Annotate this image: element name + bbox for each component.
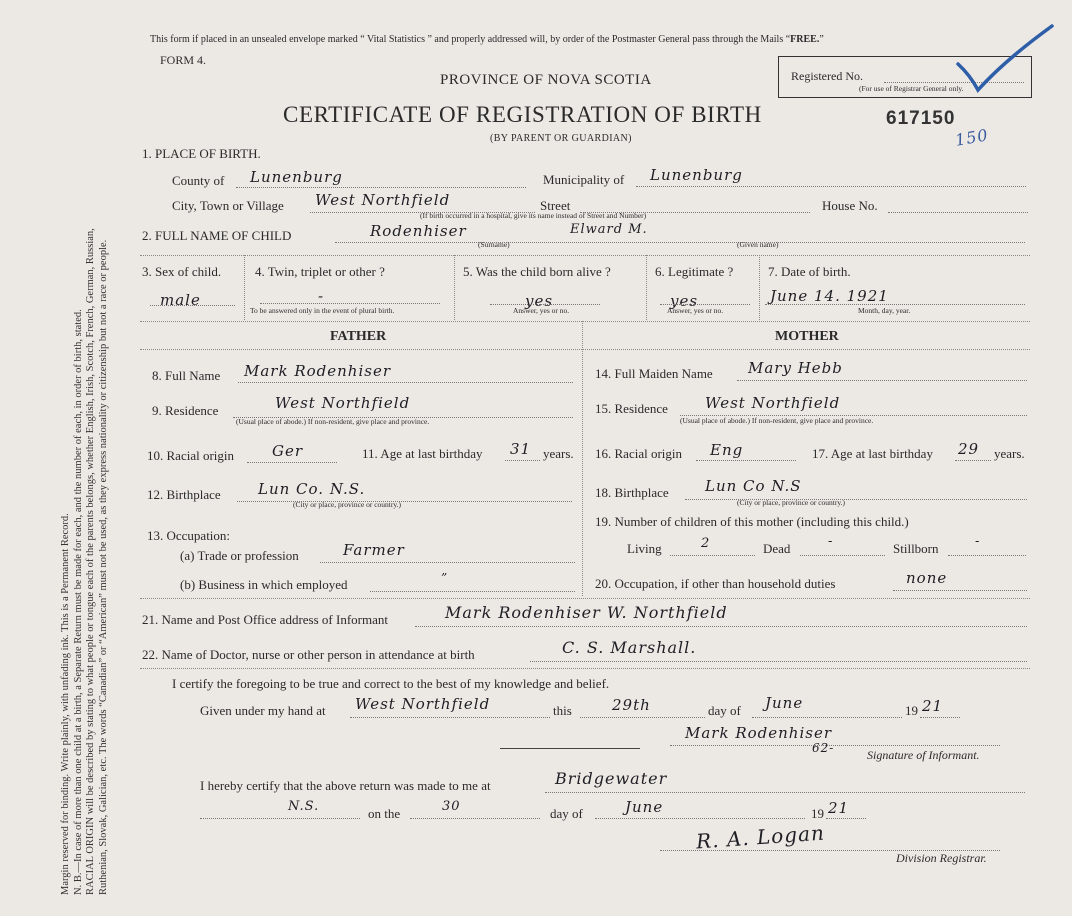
given-day-of-label: day of <box>708 703 741 718</box>
date-note: Month, day, year. <box>858 306 911 315</box>
doctor-label: 22. Name of Doctor, nurse or other person in attendance at birth <box>142 647 475 662</box>
registrar-day-value: 30 <box>442 799 461 814</box>
mother-racial-value: Eng <box>710 441 744 459</box>
form-number: FORM 4. <box>160 53 207 67</box>
legitimate-label: 6. Legitimate ? <box>655 264 734 279</box>
legitimate-note: Answer, yes or no. <box>667 306 724 315</box>
street-label: Street <box>540 198 571 213</box>
father-business-label: (b) Business in which employed <box>180 577 348 592</box>
father-business-value: ” <box>441 571 449 585</box>
father-birthplace-label: 12. Birthplace <box>147 487 221 502</box>
mother-racial-label: 16. Racial origin <box>595 446 683 461</box>
living-label: Living <box>627 541 662 556</box>
informant-signature-label: Signature of Informant. <box>867 748 980 762</box>
mother-age-value: 29 <box>958 440 980 458</box>
mother-name-value: Mary Hebb <box>748 359 843 377</box>
postal-note: This form if placed in an unsealed envelope marked “ Vital Statistics ” and properly addressed will, by order of the Postmaster General pass through the Mails “FREE.” <box>150 34 824 45</box>
twin-value: - <box>318 287 325 305</box>
given-name-note: (Given name) <box>737 240 779 249</box>
mother-birthplace-note: (City or place, province or country.) <box>737 498 846 507</box>
municipality-value: Lunenburg <box>650 166 743 184</box>
registrar-signature: R. A. Logan <box>695 820 826 854</box>
page-subtitle: (BY PARENT OR GUARDIAN) <box>490 133 632 144</box>
mother-residence-value: West Northfield <box>705 394 841 412</box>
father-heading: FATHER <box>330 329 387 344</box>
father-residence-value: West Northfield <box>275 394 411 412</box>
father-age-value: 31 <box>510 440 532 458</box>
given-year-prefix: 19 <box>905 703 918 718</box>
child-name-label: 2. FULL NAME OF CHILD <box>142 228 292 243</box>
mother-birthplace-value: Lun Co N.S <box>705 477 802 495</box>
mother-years-label: years. <box>994 446 1025 461</box>
county-label: County of <box>172 173 225 188</box>
doctor-value: C. S. Marshall. <box>562 638 697 657</box>
living-value: 2 <box>701 536 711 551</box>
twin-note: To be answered only in the event of plural birth. <box>250 306 395 315</box>
given-under-label: Given under my hand at <box>200 703 326 718</box>
place-of-birth-heading: 1. PLACE OF BIRTH. <box>142 146 261 161</box>
county-value: Lunenburg <box>250 168 343 186</box>
city-value: West Northfield <box>315 191 451 209</box>
registrar-annotation: 150 <box>953 125 990 150</box>
margin-note-4: Ruthenian, Slovak, Galician, etc. The words “Canadian” or “American” must not be used, as they express nationality or citizenship but not a race or people. <box>97 239 109 895</box>
father-years-label: years. <box>543 446 574 461</box>
stillborn-value: - <box>975 534 981 549</box>
mother-birthplace-label: 18. Birthplace <box>595 485 669 500</box>
margin-note-1: Margin reserved for binding. Write plainly, with unfading ink. This is a Permanent Record. <box>60 513 71 895</box>
hospital-note: (If birth occurred in a hospital, give its name instead of Street and Number) <box>420 211 647 220</box>
child-given-value: Elward M. <box>570 222 648 237</box>
registrar-year-prefix: 19 <box>811 806 824 821</box>
father-name-value: Mark Rodenhiser <box>244 362 391 380</box>
this-label: this <box>553 703 572 718</box>
registrar-province-value: N.S. <box>288 799 320 814</box>
house-label: House No. <box>822 198 878 213</box>
stillborn-label: Stillborn <box>893 541 939 556</box>
mother-residence-label: 15. Residence <box>595 401 668 416</box>
province-heading: PROVINCE OF NOVA SCOTIA <box>440 72 652 88</box>
given-year-value: 21 <box>922 697 944 715</box>
page-title: CERTIFICATE OF REGISTRATION OF BIRTH <box>283 102 762 127</box>
alive-label: 5. Was the child born alive ? <box>463 264 611 279</box>
alive-value: yes <box>525 292 554 310</box>
margin-note-3: RACIAL ORIGIN will be described by stating to what people or tongue each of the parents belongs, whether English, Irish, Scotch, French, German, Russian, <box>85 228 96 895</box>
on-the-label: on the <box>368 806 401 821</box>
registrar-certify-text: I hereby certify that the above return was made to me at <box>200 778 491 793</box>
mother-heading: MOTHER <box>775 329 839 344</box>
mother-age-label: 17. Age at last birthday <box>812 446 933 461</box>
given-day-value: 29th <box>612 696 651 714</box>
certify-text: I certify the foregoing to be true and correct to the best of my knowledge and belief. <box>172 676 610 691</box>
check-mark-icon <box>950 20 1060 110</box>
registered-note: (For use of Registrar General only. <box>859 84 964 93</box>
legitimate-value: yes <box>670 292 699 310</box>
mother-occupation-value: none <box>906 569 948 587</box>
registrar-signature-label: Division Registrar. <box>896 851 987 865</box>
father-trade-value: Farmer <box>343 541 405 559</box>
mother-occupation-label: 20. Occupation, if other than household duties <box>595 576 836 591</box>
given-place-value: West Northfield <box>355 695 491 713</box>
dead-label: Dead <box>763 541 791 556</box>
mother-children-label: 19. Number of children of this mother (including this child.) <box>595 514 909 529</box>
margin-note-2: N. B.—In case of more than one child at a birth, a Separate Return must be made for each, and the number of each, in order of birth, stated. <box>72 309 84 895</box>
father-age-label: 11. Age at last birthday <box>362 446 483 461</box>
informant-signature-extra: 62- <box>812 741 835 755</box>
registrar-day-of-label: day of <box>550 806 583 821</box>
informant-signature: Mark Rodenhiser <box>685 724 832 742</box>
father-residence-label: 9. Residence <box>152 403 219 418</box>
father-racial-label: 10. Racial origin <box>147 448 235 463</box>
child-surname-value: Rodenhiser <box>370 222 467 240</box>
father-trade-label: (a) Trade or profession <box>180 548 299 563</box>
surname-note: (Surname) <box>478 240 510 249</box>
registered-label: Registered No. <box>791 69 863 83</box>
father-racial-value: Ger <box>272 442 304 460</box>
registrar-place-value: Bridgewater <box>555 769 668 788</box>
date-of-birth-label: 7. Date of birth. <box>768 264 851 279</box>
father-occupation-label: 13. Occupation: <box>147 528 231 543</box>
father-name-label: 8. Full Name <box>152 368 221 383</box>
mother-name-label: 14. Full Maiden Name <box>595 366 713 381</box>
margin-notes <box>60 25 130 895</box>
father-birthplace-note: (City or place, province or country.) <box>293 500 402 509</box>
registrar-month-value: June <box>625 798 664 816</box>
date-of-birth-value: June 14. 1921 <box>770 287 889 305</box>
father-residence-note: (Usual place of abode.) If non-resident, give place and province. <box>236 417 430 426</box>
given-month-value: June <box>765 694 804 712</box>
registrar-year-value: 21 <box>828 799 850 817</box>
informant-label: 21. Name and Post Office address of Informant <box>142 612 388 627</box>
alive-note: Answer, yes or no. <box>513 306 570 315</box>
father-birthplace-value: Lun Co. N.S. <box>258 480 366 498</box>
sex-label: 3. Sex of child. <box>142 264 222 279</box>
mother-residence-note: (Usual place of abode.) If non-resident, give place and province. <box>680 416 874 425</box>
city-label: City, Town or Village <box>172 198 284 213</box>
sex-value: male <box>160 291 201 309</box>
municipality-label: Municipality of <box>543 172 625 187</box>
dead-value: - <box>828 534 834 549</box>
certificate-number: 617150 <box>886 108 956 129</box>
twin-label: 4. Twin, triplet or other ? <box>255 264 385 279</box>
informant-value: Mark Rodenhiser W. Northfield <box>445 603 728 622</box>
